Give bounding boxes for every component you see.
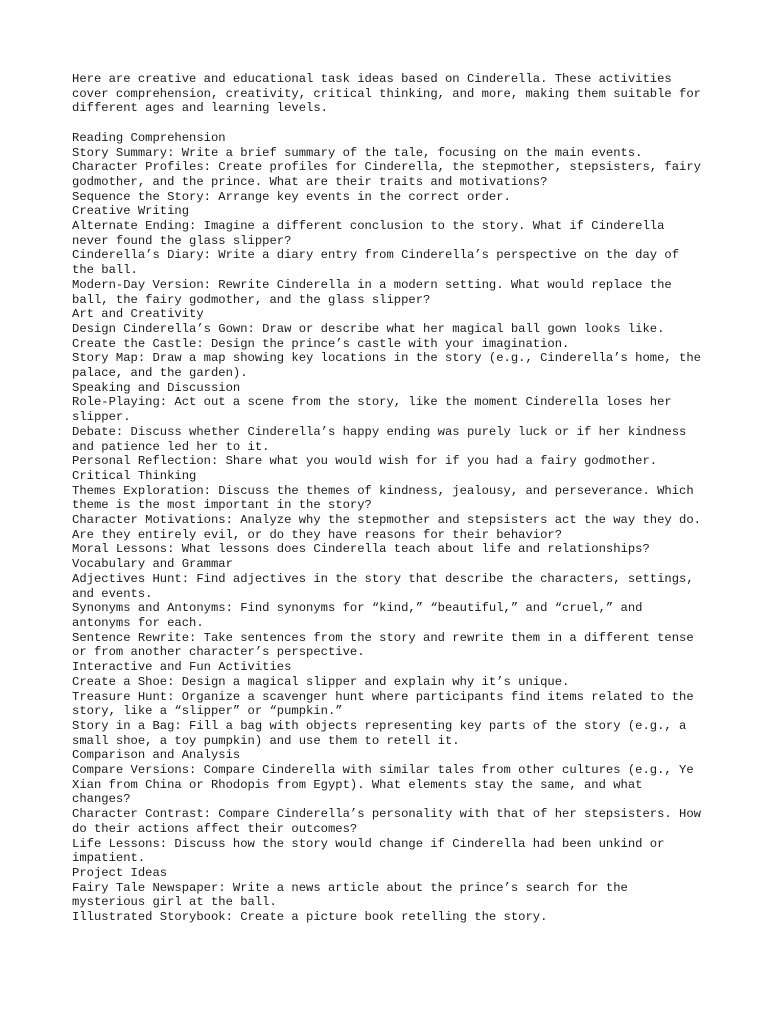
task-item: Role-Playing: Act out a scene from the story, like the moment Cinderella loses her slipper. bbox=[72, 395, 680, 425]
task-item: Story in a Bag: Fill a bag with objects representing key parts of the story (e.g., a small shoe, a toy pumpkin) and use them to retell it. bbox=[72, 718, 694, 748]
task-item: Illustrated Storybook: Create a picture book retelling the story. bbox=[72, 910, 548, 925]
section bbox=[72, 381, 702, 469]
document-body bbox=[72, 72, 709, 925]
sections-container bbox=[72, 130, 709, 925]
task-item: Fairy Tale Newspaper: Write a news article about the prince’s search for the mysterious girl at the ball. bbox=[72, 880, 636, 910]
section-heading: Critical Thinking bbox=[72, 468, 197, 483]
section bbox=[72, 204, 702, 307]
section bbox=[72, 130, 709, 205]
section-heading: Art and Creativity bbox=[72, 307, 204, 322]
task-item: Synonyms and Antonyms: Find synonyms for “kind,” “beautiful,” and “cruel,” and antonyms for each. bbox=[72, 601, 650, 630]
intro-paragraph: Here are creative and educational task ideas based on Cinderella. These activities cover comprehension, creativity, critical thinking, and more, making them suitable for different ages and learning levels. bbox=[72, 72, 709, 116]
task-item: Modern-Day Version: Rewrite Cinderella in a modern setting. What would replace the ball, the fairy godmother, and the glass slipper? bbox=[72, 277, 680, 307]
section bbox=[72, 866, 702, 925]
section bbox=[72, 557, 702, 660]
section bbox=[72, 468, 709, 557]
task-item: Treasure Hunt: Organize a scavenger hunt where participants find items related to the story, like a “slipper” or “pumpkin.” bbox=[72, 689, 701, 719]
task-item: Design Cinderella’s Gown: Draw or describe what her magical ball gown looks like. bbox=[72, 321, 665, 336]
task-item: Character Profiles: Create profiles for Cinderella, the stepmother, stepsisters, fairy godmother, and the prince. What are their traits and motivations? bbox=[72, 160, 709, 189]
task-item: Compare Versions: Compare Cinderella with similar tales from other cultures (e.g., Ye Xian from China or Rhodopis from Egypt). What elements stay the same, and what changes? bbox=[72, 763, 701, 807]
section-heading: Speaking and Discussion bbox=[72, 380, 241, 395]
task-item: Story Map: Draw a map showing key locations in the story (e.g., Cinderella’s home, the palace, and the garden). bbox=[72, 351, 709, 381]
section-heading: Vocabulary and Grammar bbox=[72, 557, 233, 572]
section-heading: Comparison and Analysis bbox=[72, 748, 241, 763]
task-item: Sequence the Story: Arrange key events in the correct order. bbox=[72, 189, 511, 204]
task-item: Themes Exploration: Discuss the themes of kindness, jealousy, and perseverance. Which theme is the most important in the story? bbox=[72, 483, 701, 513]
section bbox=[72, 307, 709, 381]
task-item: Adjectives Hunt: Find adjectives in the story that describe the characters, settings, and events. bbox=[72, 571, 701, 601]
task-item: Alternate Ending: Imagine a different conclusion to the story. What if Cinderella never found the glass slipper? bbox=[72, 219, 672, 248]
task-item: Character Motivations: Analyze why the stepmother and stepsisters act the way they do. Are they entirely evil, or do they have reasons for their behavior? bbox=[72, 513, 709, 542]
task-item: Cinderella’s Diary: Write a diary entry from Cinderella’s perspective on the day of the ball. bbox=[72, 248, 687, 278]
task-item: Story Summary: Write a brief summary of the tale, focusing on the main events. bbox=[72, 145, 643, 160]
section-heading: Project Ideas bbox=[72, 865, 168, 880]
task-item: Life Lessons: Discuss how the story would change if Cinderella had been unkind or impatient. bbox=[72, 836, 672, 866]
section bbox=[72, 660, 702, 748]
task-item: Moral Lessons: What lessons does Cinderella teach about life and relationships? bbox=[72, 542, 650, 557]
task-item: Character Contrast: Compare Cinderella’s personality with that of her stepsisters. How do their actions affect their outcomes? bbox=[72, 807, 709, 836]
section-heading: Creative Writing bbox=[72, 204, 190, 219]
section-heading: Reading Comprehension bbox=[72, 130, 226, 145]
section-heading: Interactive and Fun Activities bbox=[72, 660, 292, 675]
section bbox=[72, 748, 709, 866]
task-item: Sentence Rewrite: Take sentences from the story and rewrite them in a different tense or from another character’s perspective. bbox=[72, 630, 701, 660]
task-item: Debate: Discuss whether Cinderella’s happy ending was purely luck or if her kindness and patience led her to it. bbox=[72, 424, 694, 454]
task-item: Create a Shoe: Design a magical slipper and explain why it’s unique. bbox=[72, 674, 570, 689]
task-item: Create the Castle: Design the prince’s castle with your imagination. bbox=[72, 336, 570, 351]
task-item: Personal Reflection: Share what you would wish for if you had a fairy godmother. bbox=[72, 454, 658, 469]
